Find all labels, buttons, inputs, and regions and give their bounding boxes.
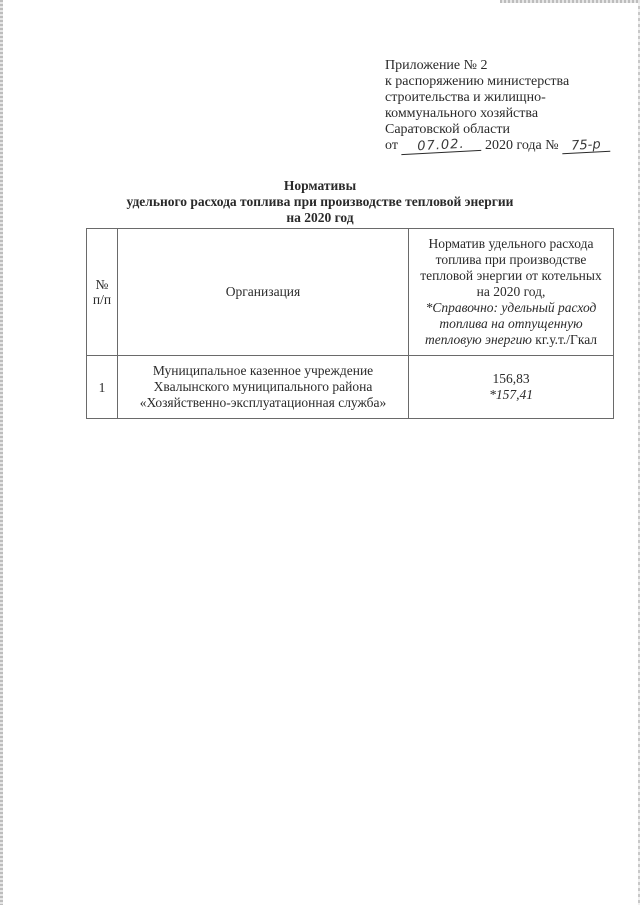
norm-value: 156,83 (492, 371, 530, 386)
scan-edge-left (0, 0, 3, 905)
org-line-3: «Хозяйственно-эксплуатационная служба» (139, 395, 387, 410)
appendix-line: строительства и жилищно- (385, 90, 546, 105)
cell-num: 1 (87, 356, 118, 419)
handwritten-number: 75-р (562, 139, 611, 154)
header-norm-note-text: *Справочно: удельный расход топлива на отпущенную тепловую энергию (424, 300, 597, 347)
header-norm (409, 229, 614, 356)
appendix-date-line (385, 138, 625, 154)
title-line-2: удельного расхода топлива при производстве тепловой энергии (126, 194, 514, 209)
title-line-1: Нормативы (283, 178, 357, 193)
reference-value: *157,41 (489, 387, 533, 402)
appendix-line: коммунального хозяйства (385, 106, 539, 121)
header-norm-note (412, 300, 610, 348)
cell-org (118, 356, 409, 419)
date-year-label: 2020 года № (484, 138, 559, 153)
header-org: Организация (118, 229, 409, 356)
appendix-line: к распоряжению министерства (385, 74, 570, 89)
appendix-line: Саратовской области (385, 122, 510, 137)
header-num: № п/п (87, 229, 118, 356)
appendix-block (385, 58, 625, 154)
org-line-1: Муниципальное казенное учреждение (152, 363, 374, 378)
appendix-line: Приложение № 2 (385, 58, 488, 73)
norms-table (86, 228, 614, 419)
header-norm-unit: кг.у.т./Гкал (535, 332, 598, 347)
org-line-2: Хвалынского муниципального района (153, 379, 373, 394)
scan-edge-top (500, 0, 640, 3)
header-norm-text: Норматив удельного расхода топлива при производстве тепловой энергии от котельных на 2020 год, (420, 236, 602, 299)
cell-value (409, 356, 614, 419)
date-prefix: от (385, 138, 398, 153)
title-line-3: на 2020 год (286, 210, 354, 225)
handwritten-date: 07.02. (401, 138, 482, 155)
document-title (0, 178, 640, 226)
table-row (87, 356, 614, 419)
table-header-row (87, 229, 614, 356)
